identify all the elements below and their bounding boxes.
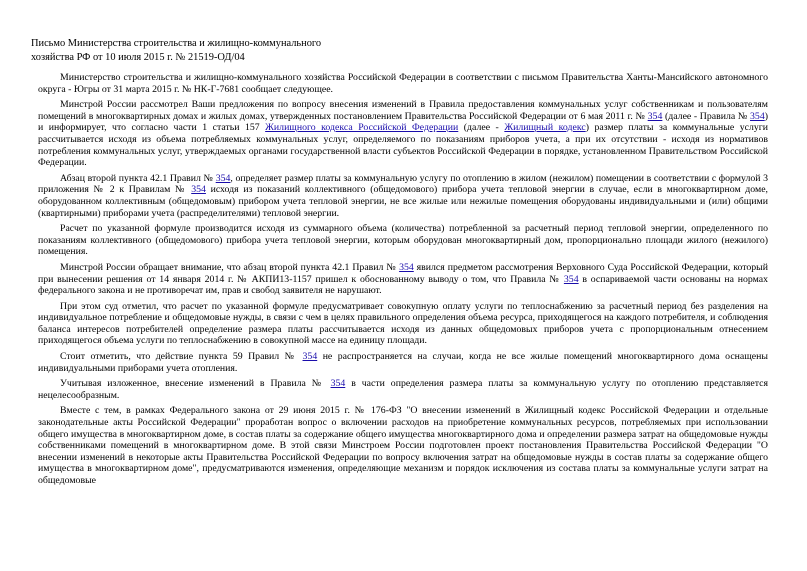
paragraph-3 [38, 173, 768, 219]
title-line-2: хозяйства РФ от 10 июля 2015 г. № 21519-ОД/04 [31, 52, 245, 63]
link-housing-code-short[interactable]: Жилищный кодекс [504, 122, 586, 134]
text-span: Стоит отметить, что действие пункта 59 Правил № [60, 351, 303, 363]
text-span: , определяет размер платы за коммунальную услугу по отоплению в жилом (нежилом) помещении в соответствии с формулой 3 приложения № 2 к Правилам № [38, 172, 769, 196]
paragraph-4 [38, 223, 768, 258]
text-span: Минстрой России обращает внимание, что абзац второй пункта 42.1 Правил № [60, 261, 400, 273]
link-rules-354[interactable]: 354 [330, 378, 346, 390]
paragraph-2 [38, 99, 768, 169]
link-rules-354[interactable]: 354 [399, 261, 414, 273]
text-span: явился предметом рассмотрения Верховного Суда Российской Федерации, который при вынесении решения от 14 января 2014 г. № АКПИ13-1157 пришел к обоснованному выводу о том, что Правила № [38, 261, 768, 285]
link-rules-354[interactable]: 354 [750, 110, 765, 122]
text-span: исходя из показаний коллективного (общедомового) прибора учета тепловой энергии в случае, если в многоквартирном доме, оборудованном коллективным (общедомовым) прибором учета тепловой энергии, не все жилые или нежилые помещения оборудованы индивидуальными и (или) общими (квартирными) приборами учета (распределителями) тепловой энергии. [38, 184, 768, 219]
text-span: (далее - [458, 122, 505, 134]
link-rules-354[interactable]: 354 [215, 172, 231, 184]
text-span: Министерство строительства и жилищно-коммунального хозяйства Российской Федерации в соответствии с письмом Правительства Ханты-Мансийского автономного округа - Югры от 31 марта 2015 г. № НК-Г-7681 сообщает следующее. [38, 72, 768, 95]
text-span: не распространяется на случаи, когда не все жилые помещений многоквартирного дома оснащены индивидуальными приборами учета отопления. [38, 351, 768, 374]
paragraph-6 [38, 301, 768, 347]
text-span: в оспариваемой части основаны на нормах федерального закона и не противоречат им, прав и свобод заявителя не нарушают. [38, 273, 768, 297]
link-rules-354[interactable]: 354 [563, 273, 579, 285]
document-body [38, 72, 768, 491]
link-rules-354[interactable]: 354 [302, 351, 318, 363]
text-span: Расчет по указанной формуле производится исходя из суммарного объема (количества) потребленной за расчетный период тепловой энергии, определенного по показаниям коллективного (общедомового) прибора учета тепловой энергии, которым оборудован многоквартирный дом, пропорционально площади жилого (нежилого) помещения. [38, 223, 768, 258]
link-housing-code[interactable]: Жилищного кодекса Российской Федерации [265, 122, 459, 134]
paragraph-5 [38, 262, 768, 297]
text-span: При этом суд отметил, что расчет по указанной формуле предусматривает совокупную оплату услуги по теплоснабжению за расчетный период без разделения на индивидуальное потребление и общедомовые нужды, в связи с чем в целях правильного определения объема ресурса, приходящегося на каждого потребителя, и соблюдения баланса интересов потребителей определение размера платы рассчитывается исходя из данных общедомовых приборов учета с пропорциональным отнесением приходящегося объема услуги по теплоснабжению в совокупной массе на единицу площади. [38, 300, 768, 347]
text-span: Абзац второй пункта 42.1 Правил № [60, 172, 216, 184]
link-rules-354[interactable]: 354 [647, 110, 663, 122]
text-span: Учитывая изложенное, внесение изменений в Правила № [60, 378, 331, 390]
text-span: ) размер платы за коммунальные услуги рассчитывается исходя из объема потребляемых коммунальных услуг, определяемого по показаниям приборов учета, а при их отсутствии - исходя из нормативов потребления коммунальных услуг, утверждаемых органами государственной власти субъектов Российской Федерации в порядке, установленном Правительством Российской Федерации. [38, 122, 769, 169]
link-rules-354[interactable]: 354 [191, 184, 206, 196]
paragraph-8 [38, 378, 768, 401]
paragraph-9 [38, 405, 768, 486]
document-title [31, 37, 451, 65]
paragraph-7 [38, 351, 768, 374]
title-line-1: Письмо Министерства строительства и жилищно-коммунального [31, 38, 322, 49]
paragraph-1 [38, 72, 768, 95]
text-span: ) и информирует, что согласно части 1 статьи 157 [38, 110, 768, 134]
text-span: в части определения размера платы за коммунальную услугу по отоплению представляется нецелесообразным. [38, 378, 768, 401]
text-span: Вместе с тем, в рамках Федерального закона от 29 июня 2015 г. № 176-ФЗ "О внесении изменений в Жилищный кодекс Российской Федерации и отдельные законодательные акты Российской Федерации" проработан вопрос о включении расходов на приобретение коммунальных ресурсов, потребляемых при использовании общего имущества в многоквартирном доме, в состав платы за содержание общего имущества многоквартирного дома и определении размера затрат на общедомовые нужды собственниками помещений в многоквартирном доме. В этой связи Минстроем России подготовлен проект постановления Правительства Российской Федерации "О внесении изменений в некоторые акты Правительства Российской Федерации по вопросу включения затрат на общедомовые нужды в состав платы за содержание общего имущества в многоквартирном доме", предусматриваются изменения, определяющие механизм и порядок исключения из состава платы за коммунальные услуги затрат на общедомовые [38, 405, 768, 486]
text-span: (далее - Правила № [662, 110, 751, 122]
text-span: Минстрой России рассмотрел Ваши предложения по вопросу внесения изменений в Правила предоставления коммунальных услуг собственникам и пользователям помещений в многоквартирных домах и жилых домах, утвержденных постановлением Правительства Российской Федерации от 6 мая 2011 г. № [38, 99, 768, 122]
